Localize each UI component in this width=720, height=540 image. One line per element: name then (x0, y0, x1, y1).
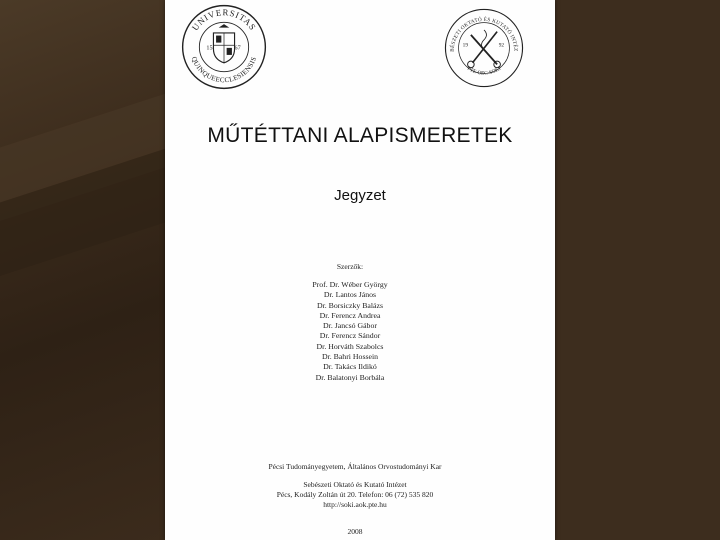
university-seal (180, 3, 268, 91)
author-item: Dr. Lantos János (323, 290, 377, 300)
svg-text:SEBÉSZETI OKTATÓ ÉS KUTATÓ INT: BÉSZETI OKTATÓ ÉS KUTATÓ INTÉZ (449, 16, 519, 52)
document-page (165, 0, 555, 540)
institute-seal (443, 7, 525, 89)
footer-year: 2008 (347, 527, 363, 536)
document-subtitle: Jegyzet (334, 187, 386, 204)
author-item: Dr. Borsiczky Balázs (316, 300, 384, 310)
background-right (555, 0, 720, 540)
footer-institute: Sebészeti Oktató és Kutató Intézet (303, 480, 407, 489)
author-item: Dr. Bahri Hossein (321, 352, 379, 362)
authors-label: Szerzők: (336, 262, 364, 271)
footer-address: Pécs, Kodály Zoltán út 20. Telefon: 06 (72) 535 820 (276, 490, 434, 499)
author-item: Dr. Takács Ildikó (323, 362, 377, 372)
author-item: Dr. Horváth Szabolcs (316, 341, 384, 351)
footer-university: Pécsi Tudományegyetem, Általános Orvostudományi Kar (268, 462, 442, 471)
author-item: Dr. Balatonyi Borbála (315, 372, 385, 382)
footer-url[interactable]: http://soki.aok.pte.hu (323, 500, 387, 509)
seal-year-right: 67 (234, 45, 241, 52)
svg-text:PTE-OEC-SOKI: PTE-OEC-SOKI (465, 65, 503, 77)
author-item: Prof. Dr. Wéber György (312, 280, 388, 289)
seal2-year-right: 92 (498, 42, 505, 49)
author-item: Dr. Ferencz Sándor (319, 331, 381, 341)
author-item: Dr. Jancsó Gábor (323, 321, 377, 331)
background-left (0, 0, 165, 540)
authors-list (165, 280, 535, 383)
author-item: Dr. Ferencz Andrea (319, 310, 381, 320)
seal2-year-left: 19 (462, 42, 469, 49)
svg-text:QUINQUEECCLESIENSIS: QUINQUEECCLESIENSIS (189, 55, 259, 85)
seal-year-left: 15 (206, 45, 213, 52)
svg-text:UNIVERSITAS: UNIVERSITAS (189, 7, 259, 33)
document-title: MŰTÉTTANI ALAPISMERETEK (207, 124, 513, 147)
